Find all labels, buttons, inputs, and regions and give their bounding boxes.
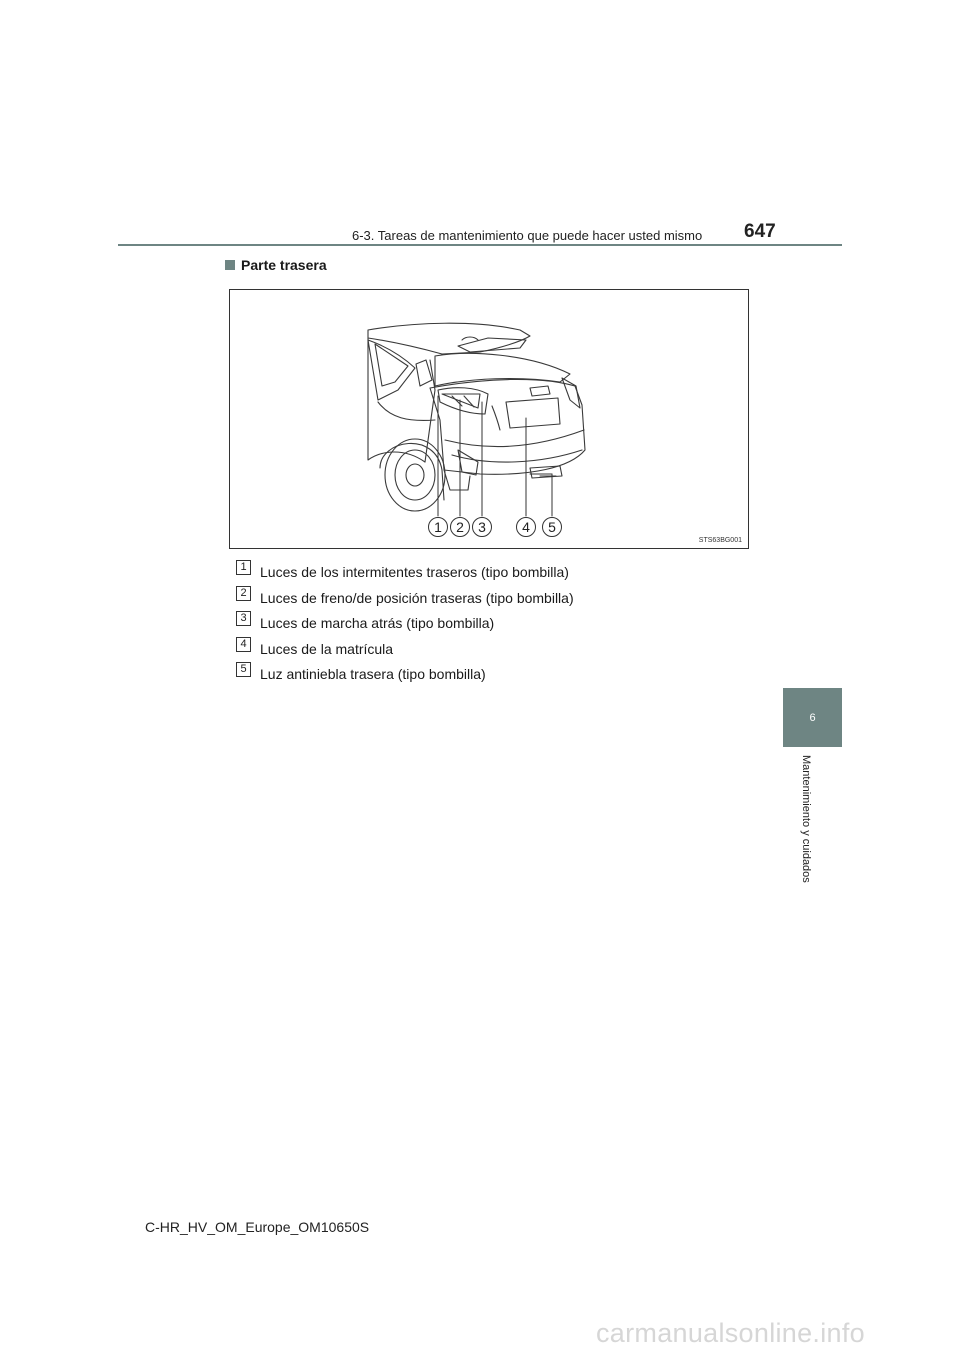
header-rule (118, 244, 842, 246)
legend-number-badge: 2 (236, 586, 251, 601)
callout-label-1: 1 (434, 519, 442, 535)
figure-code: STS63BG001 (698, 537, 742, 544)
page-number: 647 (744, 221, 776, 242)
watermark: carmanualsonline.info (596, 1318, 865, 1348)
rear-lights-figure (229, 289, 749, 549)
legend-list (236, 560, 574, 688)
callout-label-2: 2 (456, 519, 464, 535)
chapter-label: Mantenimiento y cuidados (800, 755, 812, 883)
square-bullet-icon (225, 260, 235, 270)
callout-label-3: 3 (478, 519, 486, 535)
section-heading (225, 257, 327, 273)
chapter-number: 6 (809, 711, 816, 724)
legend-text: Luces de la matrícula (260, 640, 394, 657)
legend-text: Luces de freno/de posición traseras (tipo bombilla) (260, 589, 574, 606)
callout-markers (230, 290, 748, 548)
chapter-strip (783, 747, 842, 918)
legend-text: Luz antiniebla trasera (tipo bombilla) (260, 666, 486, 682)
list-item (236, 560, 574, 586)
chapter-tab (783, 688, 842, 747)
list-item (236, 586, 574, 612)
list-item (236, 637, 574, 663)
callout-label-5: 5 (548, 519, 556, 535)
list-item (236, 611, 574, 637)
legend-text: Luces de marcha atrás (tipo bombilla) (260, 615, 495, 631)
legend-number-badge: 3 (236, 611, 251, 626)
legend-number-badge: 4 (236, 637, 251, 652)
list-item (236, 662, 574, 688)
legend-number-badge: 1 (236, 560, 251, 575)
callout-label-4: 4 (522, 519, 530, 535)
section-heading-text: Parte trasera (241, 257, 327, 273)
legend-text: Luces de los intermitentes traseros (tipo bombilla) (260, 564, 569, 580)
footer-doc-id: C-HR_HV_OM_Europe_OM10650S (145, 1219, 370, 1235)
header-section-title: 6-3. Tareas de mantenimiento que puede hacer usted mismo (352, 228, 703, 243)
legend-number-badge: 5 (236, 662, 251, 677)
